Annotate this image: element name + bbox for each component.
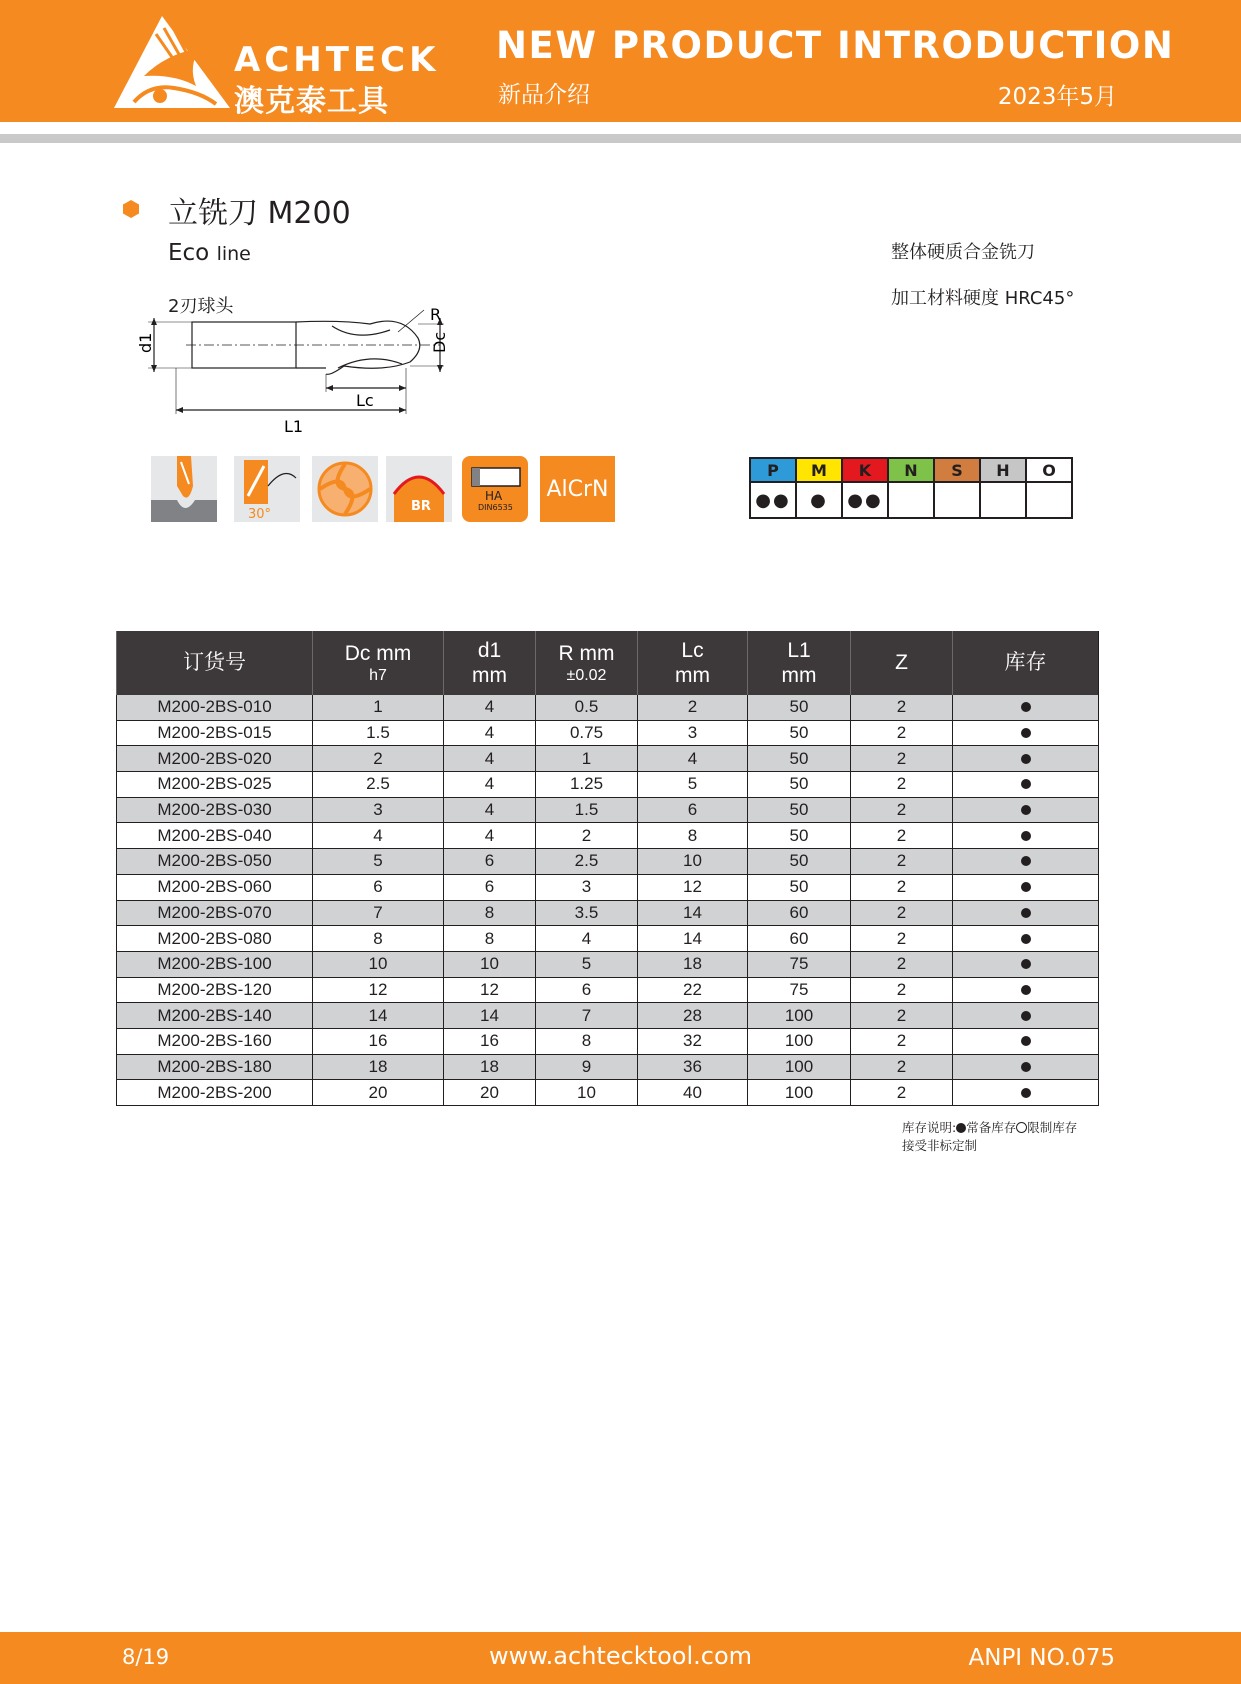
table-cell: 0.5 [536, 695, 638, 720]
table-cell: 100 [748, 1028, 851, 1054]
rating-k: ●● [842, 482, 888, 518]
stock-note-line1: 库存说明: 常备库存 限制库存 [902, 1120, 1078, 1135]
label-d1: d1 [136, 332, 155, 353]
solid-carbide-icon [151, 456, 217, 522]
stock-dot-icon [1021, 959, 1031, 969]
table-cell: M200-2BS-200 [117, 1080, 313, 1106]
stock-cell [953, 1080, 1099, 1106]
table-cell: 2 [851, 772, 953, 798]
table-row [117, 746, 1099, 772]
label-lc: Lc [356, 391, 374, 410]
table-cell: 8 [536, 1028, 638, 1054]
stock-dot-icon [1021, 856, 1031, 866]
table-cell: 20 [444, 1080, 536, 1106]
table-cell: 6 [638, 797, 748, 823]
table-cell: 2 [851, 849, 953, 875]
rating-s [934, 482, 980, 518]
table-cell: 2 [851, 1080, 953, 1106]
table-cell: 5 [536, 951, 638, 977]
stock-cell [953, 720, 1099, 746]
table-cell: M200-2BS-160 [117, 1028, 313, 1054]
table-cell: 2 [851, 874, 953, 900]
stock-dot-icon [1021, 702, 1031, 712]
table-row [117, 849, 1099, 875]
stock-dot-icon [1021, 728, 1031, 738]
table-cell: 3.5 [536, 900, 638, 926]
material-header-row [750, 458, 1072, 482]
stock-dot-icon [1021, 805, 1031, 815]
material-suitability-table [749, 457, 1073, 519]
product-type: 2刃球头 [168, 296, 234, 317]
table-cell: 7 [313, 900, 444, 926]
stock-cell [953, 1028, 1099, 1054]
table-cell: 75 [748, 977, 851, 1003]
table-cell: 50 [748, 720, 851, 746]
table-cell: 2 [851, 926, 953, 952]
table-row [117, 1003, 1099, 1029]
table-cell: 36 [638, 1054, 748, 1080]
table-cell: 10 [313, 951, 444, 977]
brand-name-en: ACHTECK [234, 40, 440, 80]
table-cell: 50 [748, 849, 851, 875]
col-l1: L1 mm [748, 631, 851, 695]
two-flute-icon [312, 456, 378, 522]
stock-cell [953, 849, 1099, 875]
table-cell: 0.75 [536, 720, 638, 746]
table-cell: 4 [444, 695, 536, 720]
standard-stock-dot-icon [956, 1123, 966, 1133]
table-cell: 3 [638, 720, 748, 746]
col-d1: d1 mm [444, 631, 536, 695]
helix-angle-label: 30° [248, 507, 272, 522]
rating-n [888, 482, 934, 518]
table-row [117, 900, 1099, 926]
table-cell: M200-2BS-180 [117, 1054, 313, 1080]
table-cell: 14 [638, 926, 748, 952]
table-cell: 7 [536, 1003, 638, 1029]
coating-icon [540, 456, 615, 522]
table-cell: M200-2BS-025 [117, 772, 313, 798]
table-cell: 4 [313, 823, 444, 849]
table-cell: 14 [638, 900, 748, 926]
header-title: NEW PRODUCT INTRODUCTION [496, 24, 1175, 67]
table-cell: 4 [638, 746, 748, 772]
table-cell: M200-2BS-040 [117, 823, 313, 849]
stock-dot-icon [1021, 779, 1031, 789]
stock-dot-icon [1021, 908, 1031, 918]
coating-label: AlCrN [546, 476, 609, 502]
stock-cell [953, 977, 1099, 1003]
table-cell: 18 [444, 1054, 536, 1080]
table-cell: M200-2BS-080 [117, 926, 313, 952]
table-cell: 14 [313, 1003, 444, 1029]
stock-dot-icon [1021, 1036, 1031, 1046]
brand-name-cn: 澳克泰工具 [234, 84, 389, 119]
rating-o [1026, 482, 1072, 518]
product-line [168, 240, 251, 266]
header-subtitle: 新品介绍 [498, 82, 590, 108]
material-k: K [842, 458, 888, 482]
ball-radius-label: BR [411, 499, 431, 514]
stock-dot-icon [1021, 1011, 1031, 1021]
table-cell: 28 [638, 1003, 748, 1029]
achteck-logo-icon [104, 14, 244, 110]
stock-cell [953, 926, 1099, 952]
table-row [117, 823, 1099, 849]
table-cell: 10 [444, 951, 536, 977]
table-cell: 2 [851, 823, 953, 849]
table-cell: 50 [748, 772, 851, 798]
rating-p: ●● [750, 482, 796, 518]
stock-cell [953, 772, 1099, 798]
table-cell: 10 [638, 849, 748, 875]
material-p: P [750, 458, 796, 482]
rating-m: ● [796, 482, 842, 518]
label-l1: L1 [284, 417, 304, 436]
table-cell: M200-2BS-015 [117, 720, 313, 746]
table-row [117, 1080, 1099, 1106]
header-date: 2023年5月 [997, 84, 1117, 110]
table-row [117, 951, 1099, 977]
page-number: 8/19 [122, 1645, 170, 1669]
table-cell: 6 [313, 874, 444, 900]
table-cell: 12 [313, 977, 444, 1003]
stock-cell [953, 951, 1099, 977]
stock-cell [953, 1054, 1099, 1080]
table-cell: 1.5 [536, 797, 638, 823]
stock-note-line2: 接受非标定制 [902, 1138, 978, 1153]
stock-cell [953, 1003, 1099, 1029]
table-cell: 10 [536, 1080, 638, 1106]
col-z: Z [851, 631, 953, 695]
table-cell: 2 [851, 1028, 953, 1054]
table-cell: 6 [444, 849, 536, 875]
table-cell: 18 [638, 951, 748, 977]
stock-cell [953, 823, 1099, 849]
stock-cell [953, 874, 1099, 900]
table-cell: 12 [444, 977, 536, 1003]
stock-cell [953, 900, 1099, 926]
ball-nose-icon [386, 456, 452, 522]
table-cell: 100 [748, 1003, 851, 1029]
shank-standard-label: DIN6535 [478, 503, 513, 512]
helix-30-icon [234, 456, 300, 522]
table-cell: 60 [748, 900, 851, 926]
spec-table [116, 631, 1099, 1106]
stock-dot-icon [1021, 831, 1031, 841]
table-cell: 40 [638, 1080, 748, 1106]
table-cell: 32 [638, 1028, 748, 1054]
col-stock: 库存 [953, 631, 1099, 695]
table-cell: 6 [444, 874, 536, 900]
col-lc: Lc mm [638, 631, 748, 695]
table-cell: 2 [851, 746, 953, 772]
col-dc: Dc mm h7 [313, 631, 444, 695]
stock-dot-icon [1021, 754, 1031, 764]
table-cell: M200-2BS-010 [117, 695, 313, 720]
table-cell: 100 [748, 1080, 851, 1106]
table-cell: 4 [536, 926, 638, 952]
table-cell: 2.5 [536, 849, 638, 875]
table-row [117, 720, 1099, 746]
table-row [117, 1054, 1099, 1080]
website-link[interactable]: www.achtecktool.com [488, 1642, 753, 1670]
table-cell: 2 [851, 720, 953, 746]
table-cell: 2 [851, 900, 953, 926]
table-cell: 18 [313, 1054, 444, 1080]
table-row [117, 797, 1099, 823]
material-hardness: 加工材料硬度 HRC45° [891, 288, 1075, 309]
table-cell: M200-2BS-050 [117, 849, 313, 875]
table-cell: 2 [313, 746, 444, 772]
header-divider [0, 134, 1241, 143]
table-cell: 20 [313, 1080, 444, 1106]
shank-ha-icon [462, 456, 528, 522]
table-cell: 50 [748, 695, 851, 720]
table-row [117, 772, 1099, 798]
table-cell: M200-2BS-100 [117, 951, 313, 977]
material-m: M [796, 458, 842, 482]
product-title: 立铣刀 M200 [168, 196, 351, 231]
table-cell: 2 [851, 977, 953, 1003]
table-cell: 5 [638, 772, 748, 798]
product-line-main: Eco [168, 240, 210, 266]
table-cell: 2 [851, 951, 953, 977]
table-cell: 5 [313, 849, 444, 875]
table-cell: 9 [536, 1054, 638, 1080]
stock-dot-icon [1021, 985, 1031, 995]
table-row [117, 1028, 1099, 1054]
table-cell: 2 [536, 823, 638, 849]
stock-dot-icon [1021, 1062, 1031, 1072]
table-cell: M200-2BS-020 [117, 746, 313, 772]
stock-cell [953, 797, 1099, 823]
material-rating-row [750, 482, 1072, 518]
material-s: S [934, 458, 980, 482]
spec-header-row [117, 631, 1099, 695]
table-cell: 2 [851, 1003, 953, 1029]
table-cell: 1.5 [313, 720, 444, 746]
table-cell: 1 [536, 746, 638, 772]
table-cell: 50 [748, 874, 851, 900]
product-description: 整体硬质合金铣刀 [891, 242, 1035, 263]
table-cell: M200-2BS-120 [117, 977, 313, 1003]
table-cell: 1 [313, 695, 444, 720]
stock-dot-icon [1021, 882, 1031, 892]
col-r: R mm ±0.02 [536, 631, 638, 695]
table-row [117, 695, 1099, 720]
table-cell: 60 [748, 926, 851, 952]
table-cell: 16 [313, 1028, 444, 1054]
limited-stock-circle-icon [1016, 1122, 1027, 1133]
stock-note [902, 1119, 1077, 1155]
table-cell: 2.5 [313, 772, 444, 798]
table-cell: 4 [444, 823, 536, 849]
spec-table-body [117, 695, 1099, 1106]
table-cell: 2 [851, 695, 953, 720]
table-cell: 3 [536, 874, 638, 900]
table-cell: 2 [851, 1054, 953, 1080]
table-cell: 8 [444, 900, 536, 926]
product-line-small: line [216, 243, 251, 265]
table-row [117, 926, 1099, 952]
table-cell: 100 [748, 1054, 851, 1080]
table-cell: 2 [851, 797, 953, 823]
table-cell: 50 [748, 797, 851, 823]
table-cell: 8 [444, 926, 536, 952]
stock-dot-icon [1021, 1088, 1031, 1098]
material-h: H [980, 458, 1026, 482]
table-cell: 12 [638, 874, 748, 900]
table-cell: 14 [444, 1003, 536, 1029]
material-o: O [1026, 458, 1072, 482]
table-cell: 4 [444, 746, 536, 772]
table-cell: 8 [313, 926, 444, 952]
hexagon-bullet-icon [122, 200, 140, 218]
rating-h [980, 482, 1026, 518]
table-cell: 4 [444, 720, 536, 746]
table-cell: 50 [748, 746, 851, 772]
stock-dot-icon [1021, 934, 1031, 944]
table-cell: 8 [638, 823, 748, 849]
table-cell: 2 [638, 695, 748, 720]
table-cell: 1.25 [536, 772, 638, 798]
stock-cell [953, 746, 1099, 772]
table-cell: M200-2BS-030 [117, 797, 313, 823]
table-cell: M200-2BS-070 [117, 900, 313, 926]
label-dc: Dc [430, 331, 449, 353]
table-row [117, 874, 1099, 900]
stock-cell [953, 695, 1099, 720]
table-cell: 3 [313, 797, 444, 823]
table-cell: 75 [748, 951, 851, 977]
table-cell: 22 [638, 977, 748, 1003]
table-row [117, 977, 1099, 1003]
table-cell: 6 [536, 977, 638, 1003]
anpi-number: ANPI NO.075 [968, 1645, 1115, 1671]
col-order-number: 订货号 [117, 631, 313, 695]
table-cell: M200-2BS-140 [117, 1003, 313, 1029]
table-cell: M200-2BS-060 [117, 874, 313, 900]
table-cell: 4 [444, 797, 536, 823]
table-cell: 16 [444, 1028, 536, 1054]
table-cell: 50 [748, 823, 851, 849]
material-n: N [888, 458, 934, 482]
shank-type-label: HA [485, 489, 503, 503]
label-r: R [430, 305, 442, 324]
table-cell: 4 [444, 772, 536, 798]
